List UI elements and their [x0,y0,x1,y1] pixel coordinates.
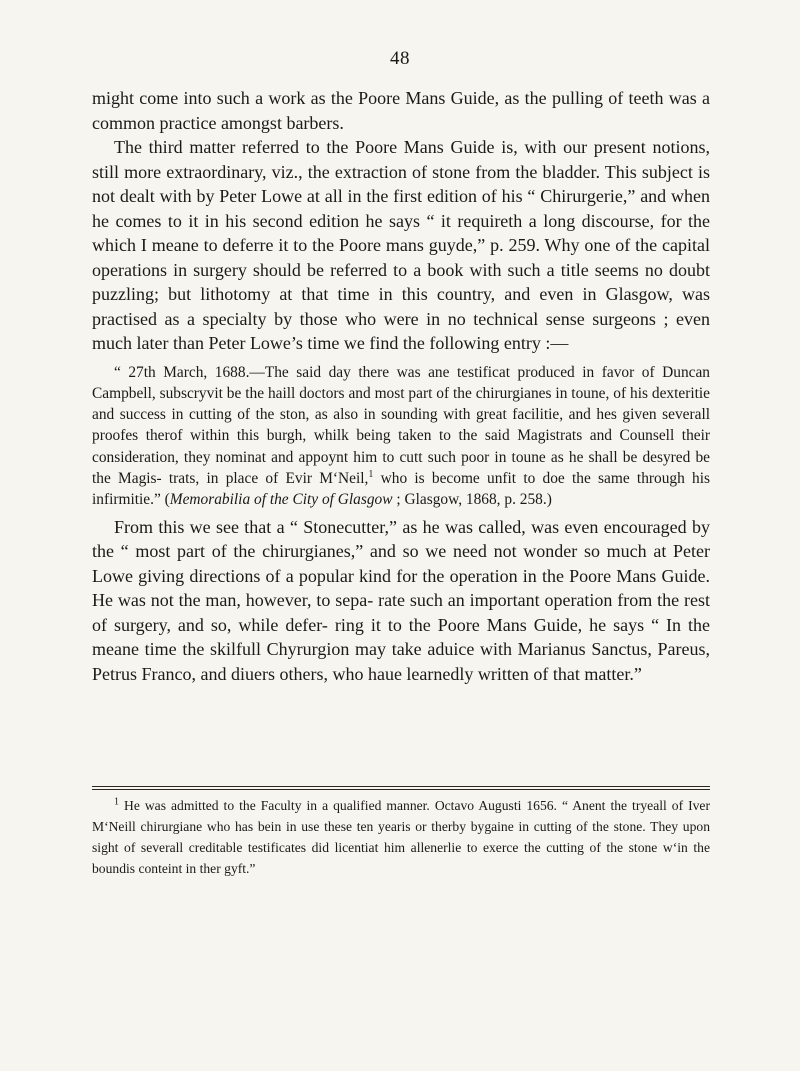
footnote [92,795,710,879]
footnote-divider [92,786,710,787]
paragraph-1: might come into such a work as the Poore Mans Guide, as the pulling of teeth was a common practice amongst barbers. [92,88,710,133]
footnote-text: He was admitted to the Faculty in a qualified manner. Octavo Augusti 1656. “ Anent the tryeall of Iver M‘Neill chirurgiane who has bein in use these ten yearis or therby bygaine in cutting of the stone. They upon sight of severall creditable testificates did licentiat him allenerlie to exerce the cutting of the stone w‘in the boundis conteint in ther gyft.” [92,798,710,876]
paragraph-2: The third matter referred to the Poore Mans Guide is, with our present notions, still more extraordinary, viz., the extraction of stone from the bladder. This subject is not dealt with by Peter Lowe at all in the first edition of his “ Chirurgerie,” and when he comes to it in his second edition he says “ it requireth a long discourse, for the which I meane to deferre it to the Poore mans guyde,” p. 259. Why one of the capital operations in surgery should be referred to a book with such a title seems no doubt puzzling; but lithotomy at that time in this country, and even in Glasgow, was practised as a specialty by those who were in no technical sense surgeons ; even much later than Peter Lowe’s time we find the following entry :— [92,137,710,353]
quote-text-c: ; Glasgow, 1868, p. 258.) [392,491,552,509]
footnote-reference: 1 [368,468,374,480]
quote-text-b: who is become unfit to doe the same through his infirmitie.” ( [92,469,710,509]
footnote-divider-secondary [92,789,710,790]
footnote-mark: 1 [114,796,119,808]
quote-text-a: “ 27th March, 1688.—The said day there was ane testificat produced in favor of Duncan Campbell, subscryvit be the haill doctors and most part of the chirurgianes in toune, of his dexteritie and success in cutting of the ston, as also in sounding with great facilitie, and hes given severall proofes therof within this burgh, whilk being taken to the said Magistrats and Counsell their consideration, they nominat and appoynt him to cutt such poor in toune as he shall be desyred be the Magis- trats, in place of Evir M‘Neil, [92,363,710,487]
main-text [92,86,710,686]
paragraph-3: From this we see that a “ Stonecutter,” as he was called, was even encouraged by the “ most part of the chirurgianes,” and so we need not wonder so much at Peter Lowe giving directions of a popular kind for the operation in the Poore Mans Guide. He was not the man, however, to sepa- rate such an important operation from the rest of surgery, and so, while defer- ring it to the Poore Mans Guide, he says “ In the meane time the skilfull Chyrurgion may take aduice with Marianus Sanctus, Pareus, Petrus Franco, and diuers others, who haue learnedly written of that matter.” [92,516,710,684]
block-quote [92,362,710,511]
page-number: 48 [390,48,410,69]
quote-source-title: Memorabilia of the City of Glasgow [169,491,393,509]
